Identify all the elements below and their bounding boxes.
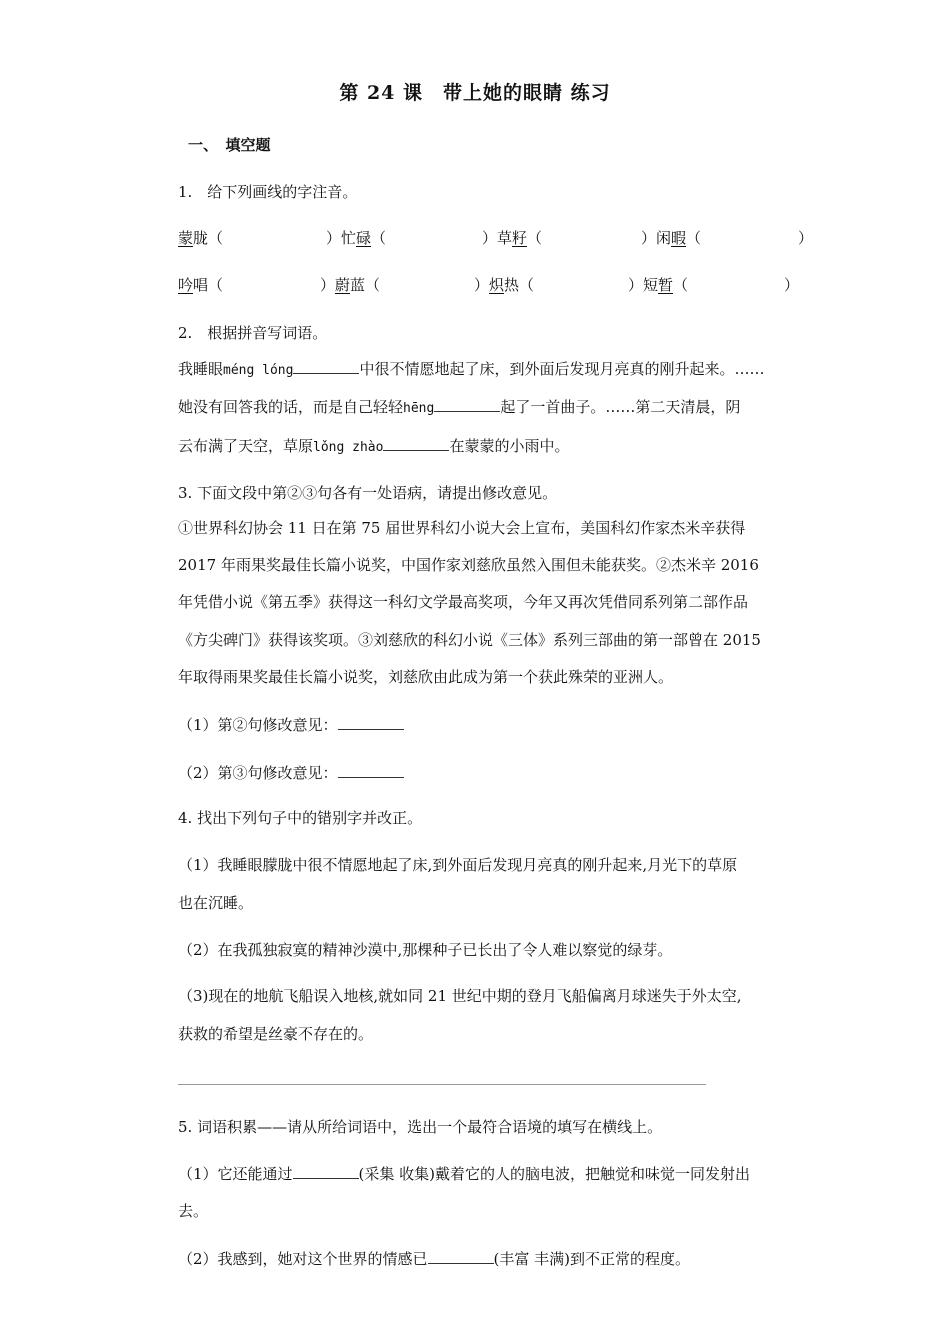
word-chire: ）炽热（ — [474, 276, 535, 294]
answer-blank[interactable] — [434, 397, 500, 412]
word-weilan: ）蔚蓝（ — [320, 276, 381, 294]
word-manglu: ）忙碌（ — [326, 229, 387, 247]
word-yinchang: 吟唱（ — [178, 276, 224, 294]
sentence-1: （1）我睡眼朦胧中很不情愿地起了床,到外面后发现月亮真的刚升起来,月光下的草原 — [178, 856, 738, 874]
section-heading: 一、 填空题 — [188, 136, 271, 154]
question-2-line-1: 我睡眼méng lóng 中很不情愿地起了床，到外面后发现月亮真的刚升起来。…… — [178, 360, 765, 378]
passage-line: ①世界科幻协会 11 日在第 75 届世界科幻小说大会上宣布，美国科幻作家杰米辛获得 — [178, 519, 746, 537]
answer-blank[interactable] — [338, 715, 404, 730]
sentence-2: （2）在我孤独寂寞的精神沙漠中,那棵种子已长出了令人难以察觉的绿芽。 — [178, 941, 673, 959]
question-1-stem: 1. 给下列画线的字注音。 — [178, 183, 358, 201]
answer-blank[interactable] — [293, 359, 359, 374]
question-5-item-1-cont: 去。 — [178, 1202, 209, 1220]
answer-blank[interactable] — [428, 1249, 494, 1264]
answer-blank[interactable] — [383, 436, 449, 451]
question-2-line-2: 她没有回答我的话，而是自己轻轻hēng 起了一首曲子。……第二天清晨，阴 — [178, 398, 741, 416]
close-paren: ） — [784, 276, 800, 294]
passage-line: 年凭借小说《第五季》获得这一科幻文学最高奖项，今年又再次凭借同系列第二部作品 — [178, 593, 749, 611]
passage-line: 《方尖碑门》获得该奖项。③刘慈欣的科幻小说《三体》系列三部曲的第一部曾在 2015 — [178, 631, 761, 649]
sentence-1-cont: 也在沉睡。 — [178, 894, 254, 912]
passage-line: 2017 年雨果奖最佳长篇小说奖，中国作家刘慈欣虽然入围但未能获奖。②杰米辛 2016 — [178, 556, 759, 574]
question-2-line-3: 云布满了天空，草原lǒng zhào 在蒙蒙的小雨中。 — [178, 437, 570, 455]
question-5-stem: 5. 词语积累——请从所给词语中，选出一个最符合语境的填写在横线上。 — [178, 1118, 663, 1136]
sentence-3: （3)现在的地航飞船误入地核,就如同 21 世纪中期的登月飞船偏离月球迷失于外太空, — [178, 987, 742, 1005]
sentence-3-cont: 获救的希望是丝豪不存在的。 — [178, 1025, 374, 1043]
question-3-stem: 3. 下面文段中第②③句各有一处语病，请提出修改意见。 — [178, 484, 558, 502]
passage-line: 年取得雨果奖最佳长篇小说奖，刘慈欣由此成为第一个获此殊荣的亚洲人。 — [178, 668, 674, 686]
answer-blank[interactable] — [338, 763, 404, 778]
question-3-answer-1: （1）第②句修改意见： — [178, 713, 404, 737]
word-menglong: 蒙胧（ — [178, 229, 224, 247]
word-caozi: ）草籽（ — [482, 229, 543, 247]
word-duanzan: ）短暂（ — [628, 276, 689, 294]
page-title: 第 24 课 带上她的眼睛 练习 — [339, 82, 611, 104]
question-3-answer-2: （2）第③句修改意见： — [178, 761, 404, 785]
question-2-stem: 2. 根据拼音写词语。 — [178, 324, 328, 342]
question-4-stem: 4. 找出下列句子中的错别字并改正。 — [178, 809, 423, 827]
answer-rule[interactable] — [178, 1084, 706, 1085]
question-5-item-2: （2）我感到，她对这个世界的情感已 (丰富 丰满)到不正常的程度。 — [178, 1250, 691, 1268]
answer-blank[interactable] — [293, 1164, 359, 1179]
word-xianxia: ）闲暇（ — [641, 229, 702, 247]
question-5-item-1: （1）它还能通过 (采集 收集)戴着它的人的脑电波，把触觉和味觉一同发射出 — [178, 1165, 751, 1183]
close-paren: ） — [798, 229, 814, 247]
